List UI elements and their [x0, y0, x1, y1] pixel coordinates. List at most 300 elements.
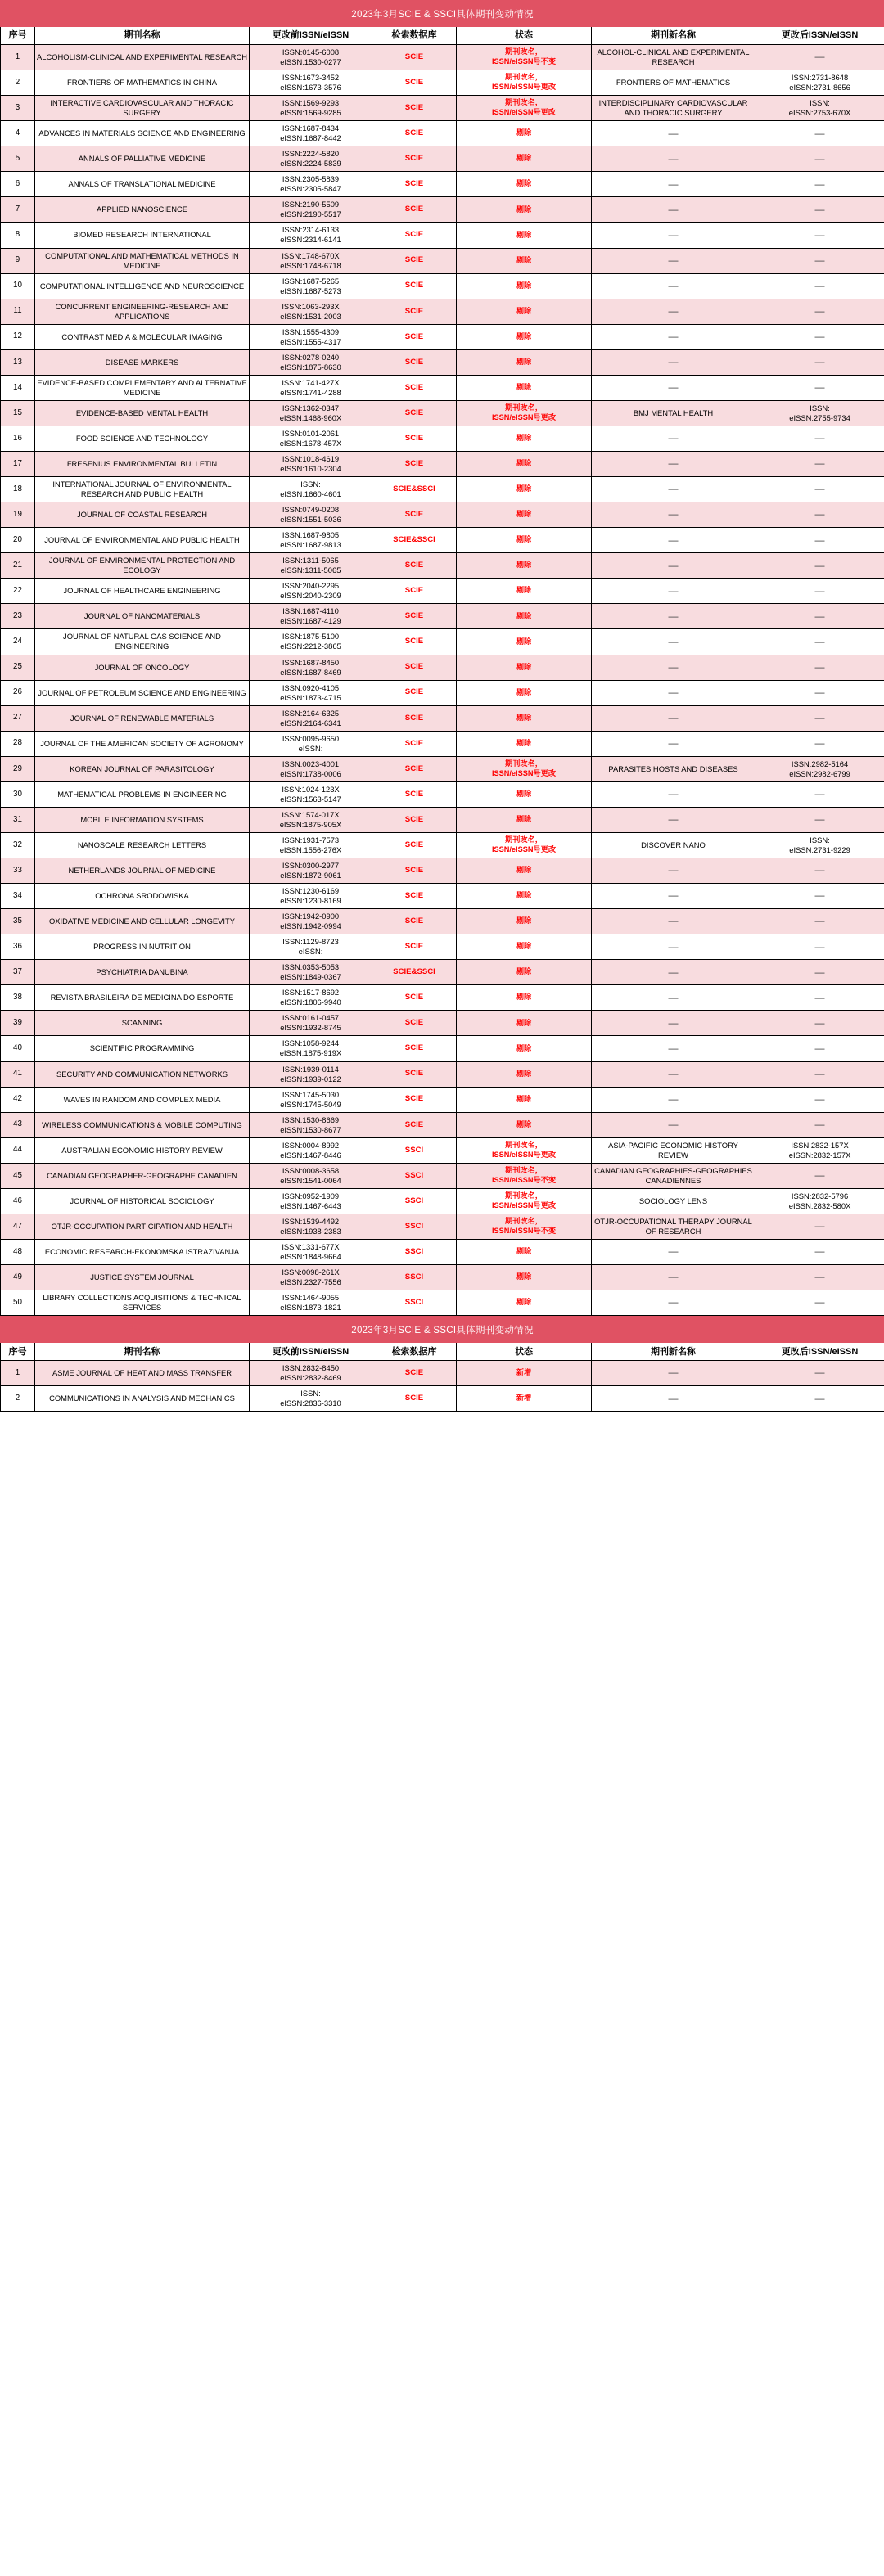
- database-badge: SCIE: [372, 985, 457, 1011]
- old-issn: ISSN:1687-8450 eISSN:1687-8469: [250, 655, 372, 680]
- new-issn: —: [755, 680, 884, 705]
- table-row: [1, 452, 884, 477]
- table-row: [1, 985, 884, 1011]
- table-row: [1, 1290, 884, 1316]
- row-index: 14: [1, 375, 35, 400]
- old-issn: ISSN:2305-5839 eISSN:2305-5847: [250, 172, 372, 197]
- status-text: 剔除: [457, 1011, 592, 1036]
- journal-name: LIBRARY COLLECTIONS ACQUISITIONS & TECHNICAL SERVICES: [35, 1290, 250, 1316]
- column-header-new-issn: 更改后ISSN/eISSN: [755, 27, 884, 45]
- row-index: 32: [1, 832, 35, 858]
- row-index: 43: [1, 1112, 35, 1137]
- old-issn: ISSN:1063-293X eISSN:1531-2003: [250, 299, 372, 324]
- new-issn: —: [755, 1214, 884, 1239]
- new-issn: —: [755, 934, 884, 960]
- row-index: 22: [1, 579, 35, 604]
- status-text: 剔除: [457, 172, 592, 197]
- section2-title-row: [1, 1317, 884, 1343]
- status-text: 剔除: [457, 680, 592, 705]
- row-index: 10: [1, 273, 35, 299]
- section2-table: [0, 1316, 884, 1412]
- status-text: 剔除: [457, 452, 592, 477]
- old-issn: ISSN:1362-0347 eISSN:1468-960X: [250, 400, 372, 426]
- table-row: [1, 121, 884, 146]
- row-index: 30: [1, 781, 35, 807]
- database-badge: SCIE: [372, 604, 457, 629]
- database-badge: SCIE: [372, 832, 457, 858]
- new-issn: —: [755, 1386, 884, 1412]
- journal-name: JOURNAL OF HEALTHCARE ENGINEERING: [35, 579, 250, 604]
- table-row: [1, 960, 884, 985]
- table-row: [1, 1087, 884, 1112]
- section2-header-row: [1, 1343, 884, 1361]
- database-badge: SCIE: [372, 553, 457, 579]
- row-index: 15: [1, 400, 35, 426]
- database-badge: SCIE: [372, 781, 457, 807]
- status-text: 剔除: [457, 934, 592, 960]
- new-journal-name: —: [592, 1061, 755, 1087]
- table-row: [1, 884, 884, 909]
- new-issn: —: [755, 1163, 884, 1188]
- old-issn: ISSN:0161-0457 eISSN:1932-8745: [250, 1011, 372, 1036]
- new-issn: ISSN:2982-5164 eISSN:2982-6799: [755, 756, 884, 781]
- new-journal-name: INTERDISCIPLINARY CARDIOVASCULAR AND THORACIC SURGERY: [592, 96, 755, 121]
- row-index: 8: [1, 223, 35, 248]
- old-issn: ISSN:1129-8723 eISSN:: [250, 934, 372, 960]
- row-index: 1: [1, 1361, 35, 1386]
- new-journal-name: —: [592, 1239, 755, 1264]
- new-journal-name: —: [592, 553, 755, 579]
- database-badge: SCIE: [372, 1361, 457, 1386]
- new-issn: ISSN: eISSN:2755-9734: [755, 400, 884, 426]
- new-journal-name: —: [592, 680, 755, 705]
- table-row: [1, 909, 884, 934]
- new-journal-name: —: [592, 731, 755, 756]
- new-journal-name: —: [592, 299, 755, 324]
- old-issn: ISSN:1555-4309 eISSN:1555-4317: [250, 324, 372, 349]
- new-issn: —: [755, 146, 884, 172]
- new-journal-name: —: [592, 223, 755, 248]
- status-text: 期刊改名， ISSN/eISSN号更改: [457, 1137, 592, 1163]
- row-index: 2: [1, 70, 35, 96]
- column-header-database: 检索数据库: [372, 27, 457, 45]
- row-index: 29: [1, 756, 35, 781]
- new-issn: —: [755, 375, 884, 400]
- journal-name: JOURNAL OF COASTAL RESEARCH: [35, 502, 250, 528]
- row-index: 27: [1, 705, 35, 731]
- database-badge: SCIE: [372, 349, 457, 375]
- old-issn: ISSN:0145-6008 eISSN:1530-0277: [250, 45, 372, 70]
- row-index: 38: [1, 985, 35, 1011]
- journal-name: WAVES IN RANDOM AND COMPLEX MEDIA: [35, 1087, 250, 1112]
- new-journal-name: —: [592, 781, 755, 807]
- new-issn: —: [755, 960, 884, 985]
- database-badge: SSCI: [372, 1163, 457, 1188]
- status-text: 剔除: [457, 223, 592, 248]
- status-text: 剔除: [457, 502, 592, 528]
- row-index: 19: [1, 502, 35, 528]
- new-journal-name: —: [592, 146, 755, 172]
- table-row: [1, 1036, 884, 1061]
- journal-name: MATHEMATICAL PROBLEMS IN ENGINEERING: [35, 781, 250, 807]
- new-issn: —: [755, 553, 884, 579]
- new-issn: —: [755, 1087, 884, 1112]
- new-journal-name: BMJ MENTAL HEALTH: [592, 400, 755, 426]
- status-text: 剔除: [457, 375, 592, 400]
- row-index: 23: [1, 604, 35, 629]
- journal-name: APPLIED NANOSCIENCE: [35, 197, 250, 223]
- database-badge: SCIE: [372, 934, 457, 960]
- journal-name: KOREAN JOURNAL OF PARASITOLOGY: [35, 756, 250, 781]
- journal-name: COMMUNICATIONS IN ANALYSIS AND MECHANICS: [35, 1386, 250, 1412]
- old-issn: ISSN:1745-5030 eISSN:1745-5049: [250, 1087, 372, 1112]
- old-issn: ISSN:1311-5065 eISSN:1311-5065: [250, 553, 372, 579]
- new-issn: —: [755, 604, 884, 629]
- row-index: 40: [1, 1036, 35, 1061]
- journal-name: ADVANCES IN MATERIALS SCIENCE AND ENGINEERING: [35, 121, 250, 146]
- row-index: 4: [1, 121, 35, 146]
- database-badge: SCIE: [372, 375, 457, 400]
- new-journal-name: —: [592, 477, 755, 502]
- journal-name: JOURNAL OF ENVIRONMENTAL PROTECTION AND ECOLOGY: [35, 553, 250, 579]
- journal-name: CANADIAN GEOGRAPHER-GEOGRAPHE CANADIEN: [35, 1163, 250, 1188]
- database-badge: SCIE: [372, 1087, 457, 1112]
- database-badge: SCIE: [372, 1036, 457, 1061]
- database-badge: SCIE: [372, 197, 457, 223]
- new-journal-name: CANADIAN GEOGRAPHIES-GEOGRAPHIES CANADIENNES: [592, 1163, 755, 1188]
- status-text: 期刊改名， ISSN/eISSN号不变: [457, 1163, 592, 1188]
- journal-name: AUSTRALIAN ECONOMIC HISTORY REVIEW: [35, 1137, 250, 1163]
- new-issn: —: [755, 426, 884, 451]
- row-index: 21: [1, 553, 35, 579]
- section2-title: 2023年3月SCIE & SSCI具体期刊变动情况: [1, 1317, 884, 1343]
- status-text: 剔除: [457, 299, 592, 324]
- new-journal-name: —: [592, 1036, 755, 1061]
- new-issn: —: [755, 452, 884, 477]
- new-issn: —: [755, 858, 884, 884]
- database-badge: SSCI: [372, 1265, 457, 1290]
- table-row: [1, 273, 884, 299]
- database-badge: SCIE: [372, 146, 457, 172]
- journal-name: NETHERLANDS JOURNAL OF MEDICINE: [35, 858, 250, 884]
- new-journal-name: —: [592, 1265, 755, 1290]
- row-index: 44: [1, 1137, 35, 1163]
- old-issn: ISSN:0300-2977 eISSN:1872-9061: [250, 858, 372, 884]
- journal-name: ALCOHOLISM-CLINICAL AND EXPERIMENTAL RESEARCH: [35, 45, 250, 70]
- new-journal-name: —: [592, 934, 755, 960]
- old-issn: ISSN:1942-0900 eISSN:1942-0994: [250, 909, 372, 934]
- new-journal-name: —: [592, 273, 755, 299]
- database-badge: SCIE: [372, 502, 457, 528]
- database-badge: SCIE: [372, 629, 457, 655]
- old-issn: ISSN: eISSN:1660-4601: [250, 477, 372, 502]
- new-issn: —: [755, 781, 884, 807]
- journal-name: FRONTIERS OF MATHEMATICS IN CHINA: [35, 70, 250, 96]
- row-index: 7: [1, 197, 35, 223]
- old-issn: ISSN:0353-5053 eISSN:1849-0367: [250, 960, 372, 985]
- table-row: [1, 400, 884, 426]
- new-issn: —: [755, 299, 884, 324]
- journal-name: ECONOMIC RESEARCH-EKONOMSKA ISTRAZIVANJA: [35, 1239, 250, 1264]
- journal-name: ANNALS OF PALLIATIVE MEDICINE: [35, 146, 250, 172]
- new-journal-name: —: [592, 884, 755, 909]
- new-journal-name: ASIA-PACIFIC ECONOMIC HISTORY REVIEW: [592, 1137, 755, 1163]
- status-text: 期刊改名， ISSN/eISSN号更改: [457, 400, 592, 426]
- new-issn: ISSN:2731-8648 eISSN:2731-8656: [755, 70, 884, 96]
- new-journal-name: OTJR-OCCUPATIONAL THERAPY JOURNAL OF RESEARCH: [592, 1214, 755, 1239]
- table-row: [1, 781, 884, 807]
- status-text: 剔除: [457, 1265, 592, 1290]
- new-journal-name: —: [592, 248, 755, 273]
- database-badge: SCIE: [372, 223, 457, 248]
- row-index: 6: [1, 172, 35, 197]
- new-journal-name: SOCIOLOGY LENS: [592, 1188, 755, 1214]
- status-text: 剔除: [457, 960, 592, 985]
- old-issn: ISSN:1574-017X eISSN:1875-905X: [250, 807, 372, 832]
- new-journal-name: —: [592, 1361, 755, 1386]
- status-text: 剔除: [457, 1087, 592, 1112]
- column-header-index: 序号: [1, 1343, 35, 1361]
- status-text: 剔除: [457, 324, 592, 349]
- old-issn: ISSN:1875-5100 eISSN:2212-3865: [250, 629, 372, 655]
- row-index: 49: [1, 1265, 35, 1290]
- new-issn: —: [755, 1265, 884, 1290]
- table-row: [1, 375, 884, 400]
- new-journal-name: —: [592, 121, 755, 146]
- new-journal-name: —: [592, 502, 755, 528]
- new-journal-name: —: [592, 426, 755, 451]
- old-issn: ISSN:1058-9244 eISSN:1875-919X: [250, 1036, 372, 1061]
- new-journal-name: —: [592, 604, 755, 629]
- old-issn: ISSN:2224-5820 eISSN:2224-5839: [250, 146, 372, 172]
- section1-header-row: [1, 27, 884, 45]
- new-issn: —: [755, 579, 884, 604]
- journal-name: JOURNAL OF NANOMATERIALS: [35, 604, 250, 629]
- old-issn: ISSN:0023-4001 eISSN:1738-0006: [250, 756, 372, 781]
- database-badge: SCIE: [372, 172, 457, 197]
- old-issn: ISSN:0749-0208 eISSN:1551-5036: [250, 502, 372, 528]
- new-journal-name: —: [592, 1112, 755, 1137]
- table-row: [1, 731, 884, 756]
- new-journal-name: —: [592, 629, 755, 655]
- database-badge: SCIE: [372, 324, 457, 349]
- new-issn: —: [755, 528, 884, 553]
- new-issn: —: [755, 705, 884, 731]
- journal-name: CONCURRENT ENGINEERING-RESEARCH AND APPLICATIONS: [35, 299, 250, 324]
- new-issn: —: [755, 909, 884, 934]
- new-journal-name: —: [592, 528, 755, 553]
- new-journal-name: —: [592, 985, 755, 1011]
- database-badge: SCIE: [372, 400, 457, 426]
- table-row: [1, 807, 884, 832]
- old-issn: ISSN:0008-3658 eISSN:1541-0064: [250, 1163, 372, 1188]
- table-row: [1, 629, 884, 655]
- table-row: [1, 1163, 884, 1188]
- status-text: 剔除: [457, 655, 592, 680]
- table-row: [1, 477, 884, 502]
- new-issn: —: [755, 655, 884, 680]
- row-index: 46: [1, 1188, 35, 1214]
- database-badge: SCIE: [372, 884, 457, 909]
- journal-name: FRESENIUS ENVIRONMENTAL BULLETIN: [35, 452, 250, 477]
- status-text: 剔除: [457, 705, 592, 731]
- database-badge: SCIE: [372, 45, 457, 70]
- journal-name: ANNALS OF TRANSLATIONAL MEDICINE: [35, 172, 250, 197]
- row-index: 31: [1, 807, 35, 832]
- new-journal-name: —: [592, 807, 755, 832]
- table-row: [1, 604, 884, 629]
- row-index: 18: [1, 477, 35, 502]
- database-badge: SCIE: [372, 70, 457, 96]
- row-index: 2: [1, 1386, 35, 1412]
- status-text: 期刊改名， ISSN/eISSN号更改: [457, 96, 592, 121]
- journal-name: INTERACTIVE CARDIOVASCULAR AND THORACIC SURGERY: [35, 96, 250, 121]
- status-text: 新增: [457, 1361, 592, 1386]
- new-issn: —: [755, 1361, 884, 1386]
- new-issn: —: [755, 629, 884, 655]
- database-badge: SCIE: [372, 807, 457, 832]
- column-header-status: 状态: [457, 27, 592, 45]
- database-badge: SCIE: [372, 680, 457, 705]
- new-journal-name: —: [592, 197, 755, 223]
- database-badge: SCIE: [372, 426, 457, 451]
- table-row: [1, 324, 884, 349]
- journal-name: FOOD SCIENCE AND TECHNOLOGY: [35, 426, 250, 451]
- new-issn: —: [755, 1061, 884, 1087]
- new-journal-name: —: [592, 172, 755, 197]
- journal-name: JOURNAL OF HISTORICAL SOCIOLOGY: [35, 1188, 250, 1214]
- row-index: 39: [1, 1011, 35, 1036]
- database-badge: SCIE: [372, 452, 457, 477]
- journal-name: OCHRONA SRODOWISKA: [35, 884, 250, 909]
- journal-name: BIOMED RESEARCH INTERNATIONAL: [35, 223, 250, 248]
- section2-body: [1, 1361, 884, 1412]
- status-text: 剔除: [457, 426, 592, 451]
- new-issn: —: [755, 45, 884, 70]
- journal-name: COMPUTATIONAL AND MATHEMATICAL METHODS IN MEDICINE: [35, 248, 250, 273]
- column-header-old-issn: 更改前ISSN/eISSN: [250, 27, 372, 45]
- row-index: 37: [1, 960, 35, 985]
- new-journal-name: —: [592, 375, 755, 400]
- journal-name: JOURNAL OF NATURAL GAS SCIENCE AND ENGINEERING: [35, 629, 250, 655]
- status-text: 新增: [457, 1386, 592, 1412]
- old-issn: ISSN:1931-7573 eISSN:1556-276X: [250, 832, 372, 858]
- status-text: 剔除: [457, 121, 592, 146]
- old-issn: ISSN:2164-6325 eISSN:2164-6341: [250, 705, 372, 731]
- status-text: 期刊改名， ISSN/eISSN号不变: [457, 1214, 592, 1239]
- new-journal-name: —: [592, 1386, 755, 1412]
- database-badge: SCIE: [372, 909, 457, 934]
- old-issn: ISSN:2040-2295 eISSN:2040-2309: [250, 579, 372, 604]
- journal-name: ASME JOURNAL OF HEAT AND MASS TRANSFER: [35, 1361, 250, 1386]
- journal-name: DISEASE MARKERS: [35, 349, 250, 375]
- journal-name: SCANNING: [35, 1011, 250, 1036]
- old-issn: ISSN:0004-8992 eISSN:1467-8446: [250, 1137, 372, 1163]
- new-issn: —: [755, 197, 884, 223]
- status-text: 剔除: [457, 1112, 592, 1137]
- database-badge: SSCI: [372, 1214, 457, 1239]
- table-row: [1, 1137, 884, 1163]
- old-issn: ISSN:1331-677X eISSN:1848-9664: [250, 1239, 372, 1264]
- status-text: 剔除: [457, 146, 592, 172]
- database-badge: SCIE: [372, 1386, 457, 1412]
- database-badge: SSCI: [372, 1137, 457, 1163]
- journal-name: COMPUTATIONAL INTELLIGENCE AND NEUROSCIENCE: [35, 273, 250, 299]
- section1-title-row: [1, 1, 884, 27]
- journal-name: EVIDENCE-BASED MENTAL HEALTH: [35, 400, 250, 426]
- old-issn: ISSN:1687-5265 eISSN:1687-5273: [250, 273, 372, 299]
- status-text: 剔除: [457, 909, 592, 934]
- new-journal-name: —: [592, 452, 755, 477]
- new-issn: —: [755, 1011, 884, 1036]
- row-index: 35: [1, 909, 35, 934]
- row-index: 24: [1, 629, 35, 655]
- new-issn: —: [755, 172, 884, 197]
- database-badge: SSCI: [372, 1239, 457, 1264]
- database-badge: SCIE: [372, 121, 457, 146]
- old-issn: ISSN: eISSN:2836-3310: [250, 1386, 372, 1412]
- new-issn: —: [755, 985, 884, 1011]
- table-row: [1, 1265, 884, 1290]
- table-row: [1, 1239, 884, 1264]
- old-issn: ISSN:1539-4492 eISSN:1938-2383: [250, 1214, 372, 1239]
- table-row: [1, 934, 884, 960]
- table-row: [1, 528, 884, 553]
- status-text: 剔除: [457, 629, 592, 655]
- row-index: 13: [1, 349, 35, 375]
- status-text: 剔除: [457, 528, 592, 553]
- row-index: 33: [1, 858, 35, 884]
- table-row: [1, 197, 884, 223]
- table-row: [1, 579, 884, 604]
- new-journal-name: —: [592, 655, 755, 680]
- old-issn: ISSN:2314-6133 eISSN:2314-6141: [250, 223, 372, 248]
- table-row: [1, 1011, 884, 1036]
- table-row: [1, 70, 884, 96]
- section1-body: [1, 45, 884, 1316]
- table-row: [1, 502, 884, 528]
- new-issn: ISSN: eISSN:2731-9229: [755, 832, 884, 858]
- new-journal-name: ALCOHOL-CLINICAL AND EXPERIMENTAL RESEARCH: [592, 45, 755, 70]
- old-issn: ISSN:1687-8434 eISSN:1687-8442: [250, 121, 372, 146]
- status-text: 剔除: [457, 781, 592, 807]
- database-badge: SCIE: [372, 655, 457, 680]
- status-text: 剔除: [457, 858, 592, 884]
- old-issn: ISSN:1939-0114 eISSN:1939-0122: [250, 1061, 372, 1087]
- table-row: [1, 1112, 884, 1137]
- journal-name: CONTRAST MEDIA & MOLECULAR IMAGING: [35, 324, 250, 349]
- journal-name: WIRELESS COMMUNICATIONS & MOBILE COMPUTING: [35, 1112, 250, 1137]
- journal-name: JOURNAL OF PETROLEUM SCIENCE AND ENGINEERING: [35, 680, 250, 705]
- database-badge: SCIE: [372, 731, 457, 756]
- journal-name: JOURNAL OF THE AMERICAN SOCIETY OF AGRONOMY: [35, 731, 250, 756]
- row-index: 1: [1, 45, 35, 70]
- new-journal-name: —: [592, 960, 755, 985]
- row-index: 20: [1, 528, 35, 553]
- old-issn: ISSN:0278-0240 eISSN:1875-8630: [250, 349, 372, 375]
- row-index: 34: [1, 884, 35, 909]
- row-index: 26: [1, 680, 35, 705]
- database-badge: SCIE: [372, 705, 457, 731]
- row-index: 5: [1, 146, 35, 172]
- database-badge: SCIE: [372, 579, 457, 604]
- status-text: 剔除: [457, 1239, 592, 1264]
- database-badge: SCIE&SSCI: [372, 477, 457, 502]
- database-badge: SCIE&SSCI: [372, 960, 457, 985]
- status-text: 剔除: [457, 731, 592, 756]
- row-index: 41: [1, 1061, 35, 1087]
- old-issn: ISSN:1024-123X eISSN:1563-5147: [250, 781, 372, 807]
